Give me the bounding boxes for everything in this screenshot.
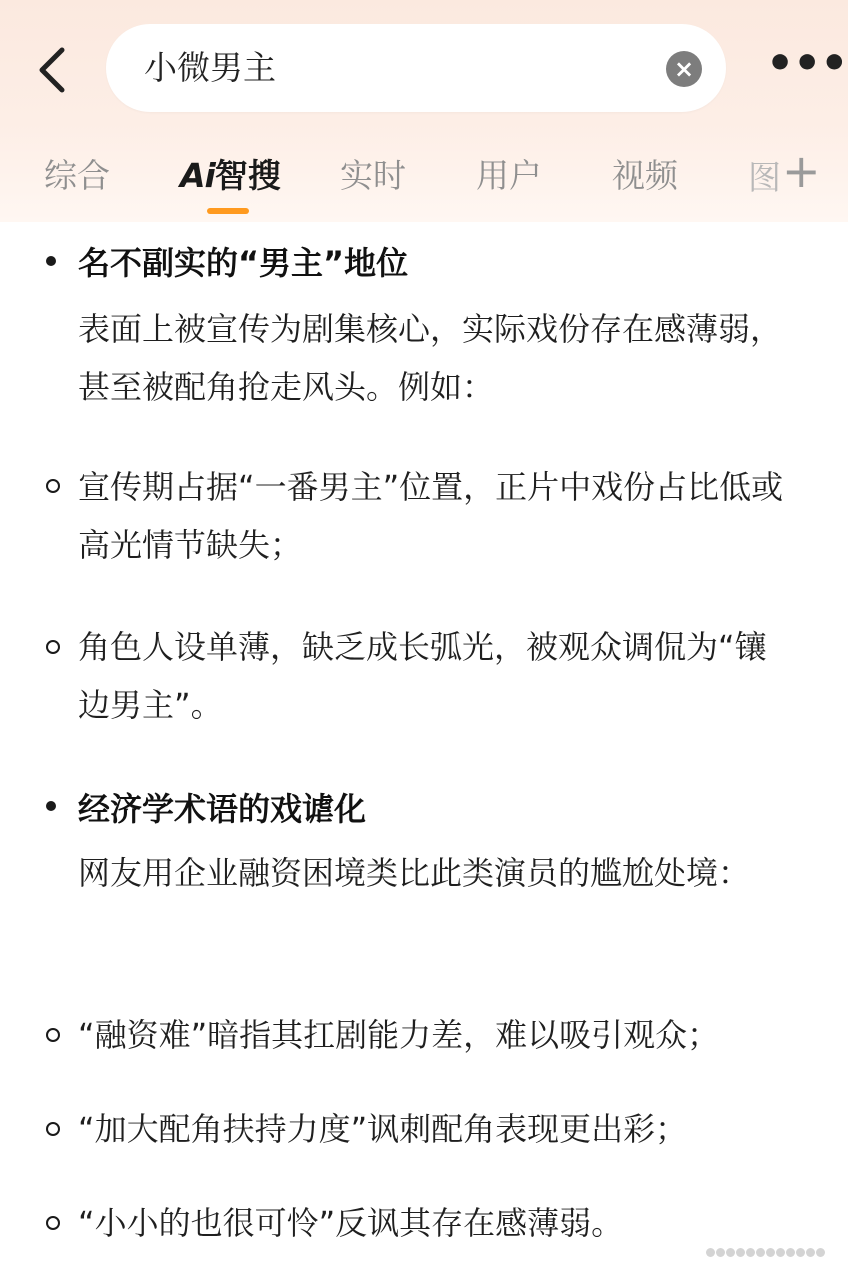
tab-users[interactable]: 用户 — [476, 156, 542, 195]
subitem-text: “小小的也很可怜”反讽其存在感薄弱。 — [78, 1204, 624, 1242]
watermark-dots — [706, 1242, 838, 1270]
section-bullet — [46, 801, 56, 811]
search-query-text: 小微男主 — [144, 48, 276, 87]
subitem-bullet — [46, 1216, 60, 1230]
section-heading: 经济学术语的戏谑化 — [78, 790, 367, 828]
top-header — [0, 0, 848, 222]
subitem-bullet — [46, 640, 60, 654]
tab-images-label: 图 — [748, 158, 781, 197]
subitem-bullet — [46, 1028, 60, 1042]
plus-icon[interactable]: + — [782, 144, 821, 198]
tab-ai-search-label: 智搜 — [214, 156, 281, 195]
subitem-text: 角色人设单薄，缺乏成长弧光，被观众调侃为“镶边男主”。 — [78, 628, 767, 724]
tab-videos[interactable]: 视频 — [612, 156, 678, 195]
section-body: 网友用企业融资困境类比此类演员的尴尬处境： — [78, 854, 751, 892]
tab-images-partial[interactable] — [748, 152, 781, 197]
ai-answer-content — [0, 222, 848, 1280]
ai-badge — [180, 156, 215, 195]
search-input[interactable] — [106, 24, 726, 112]
tab-comprehensive[interactable]: 综合 — [44, 156, 110, 195]
subitem-text: 宣传期占据“一番男主”位置，正片中戏份占比低或高光情节缺失； — [78, 468, 784, 564]
tab-realtime[interactable]: 实时 — [340, 156, 406, 195]
section-body: 表面上被宣传为剧集核心，实际戏份存在感薄弱，甚至被配角抢走风头。例如： — [78, 310, 783, 406]
section-bullet — [46, 256, 56, 266]
subitem-bullet — [46, 479, 60, 493]
active-tab-indicator — [207, 208, 249, 214]
subitem-text: “融资难”暗指其扛剧能力差，难以吸引观众； — [78, 1016, 720, 1054]
clear-icon[interactable]: × — [666, 51, 702, 87]
search-tabs — [0, 140, 848, 222]
section-heading: 名不副实的“男主”地位 — [78, 244, 409, 282]
ai-badge-text: Ai — [180, 156, 215, 195]
subitem-text: “加大配角扶持力度”讽刺配角表现更出彩； — [78, 1110, 688, 1148]
back-arrow-icon[interactable] — [30, 44, 78, 96]
tab-ai-search[interactable] — [180, 150, 281, 197]
more-icon[interactable]: ••• — [766, 38, 848, 89]
subitem-bullet — [46, 1122, 60, 1136]
